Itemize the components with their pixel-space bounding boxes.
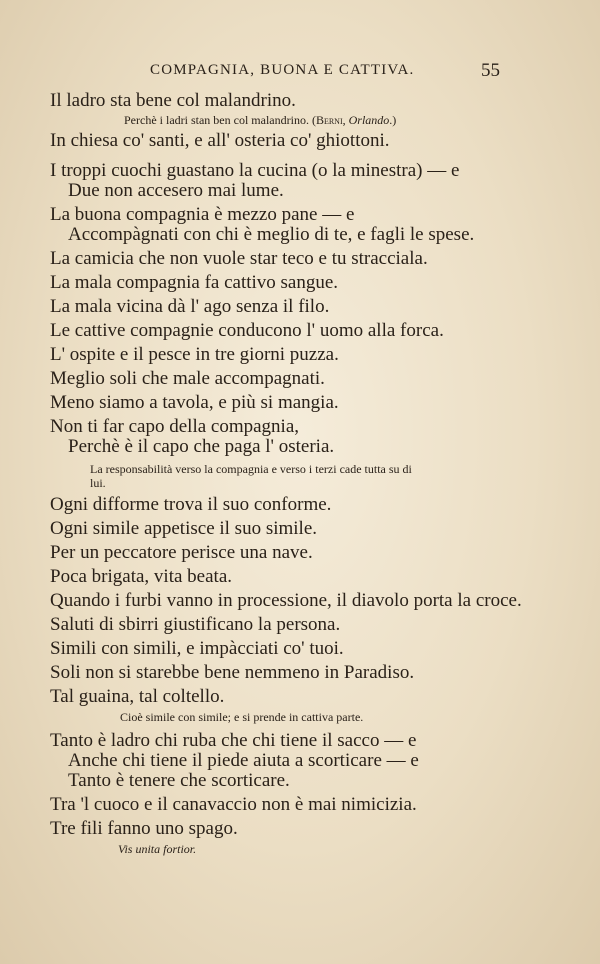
page-number: 55 [481,60,500,81]
proverb-line: Ogni simile appetisce il suo simile. [50,518,318,539]
page-header [0,60,600,84]
footnote: lui. [90,476,106,490]
proverb-line: La buona compagnia è mezzo pane — e [50,204,355,225]
proverb-line: In chiesa co' santi, e all' osteria co' ghiottoni. [50,130,390,151]
proverb-line: Non ti far capo della compagnia, [50,416,300,437]
proverb-line: Quando i furbi vanno in processione, il diavolo porta la croce. [50,590,522,611]
proverb-continuation: Tanto è tenere che scorticare. [68,770,290,791]
proverb-line: Ogni difforme trova il suo conforme. [50,494,332,515]
footnote: Cioè simile con simile; e si prende in cattiva parte. [120,710,364,724]
proverb-line: Le cattive compagnie conducono l' uomo alla forca. [50,320,444,341]
proverb-line: Meno siamo a tavola, e più si mangia. [50,392,339,413]
proverb-line: I troppi cuochi guastano la cucina (o la minestra) — e [50,160,460,181]
footnote-work: Orlando [348,113,390,127]
proverb-continuation: Perchè è il capo che paga l' osteria. [68,436,335,457]
footnote-author: Berni [315,113,343,127]
proverb-line: Poca brigata, vita beata. [50,566,233,587]
footnote-text: Perchè i ladri stan ben col malandrino. ( [124,113,316,127]
proverb-line: La mala vicina dà l' ago senza il filo. [50,296,330,317]
footnote: Vis unita fortior. [118,842,197,856]
proverb-line: Meglio soli che male accompagnati. [50,368,325,389]
proverb-line: Il ladro sta bene col malandrino. [50,90,296,111]
proverb-line: Tal guaina, tal coltello. [50,686,225,707]
footnote-separator: , [342,113,349,127]
proverb-line: Tre fili fanno uno spago. [50,818,238,839]
proverb-line: La mala compagnia fa cattivo sangue. [50,272,339,293]
proverb-line: Tanto è ladro chi ruba che chi tiene il sacco — e [50,730,417,751]
footnote: La responsabilità verso la compagnia e verso i terzi cade tutta su di [90,462,412,476]
proverb-continuation: Anche chi tiene il piede aiuta a scorticare — e [68,750,419,771]
footnote-close: .) [389,113,397,127]
running-title: COMPAGNIA, BUONA E CATTIVA. [150,62,415,78]
proverb-line: Soli non si starebbe bene nemmeno in Paradiso. [50,662,415,683]
proverb-line: Saluti di sbirri giustificano la persona. [50,614,341,635]
proverb-line: L' ospite e il pesce in tre giorni puzza. [50,344,339,365]
footnote [124,113,396,127]
proverb-line: Per un peccatore perisce una nave. [50,542,313,563]
proverb-continuation: Due non accesero mai lume. [68,180,284,201]
proverb-continuation: Accompàgnati con chi è meglio di te, e fagli le spese. [68,224,475,245]
proverb-line: Tra 'l cuoco e il canavaccio non è mai nimicizia. [50,794,417,815]
proverb-line: Simili con simili, e impàcciati co' tuoi. [50,638,344,659]
proverb-line: La camicia che non vuole star teco e tu stracciala. [50,248,428,269]
